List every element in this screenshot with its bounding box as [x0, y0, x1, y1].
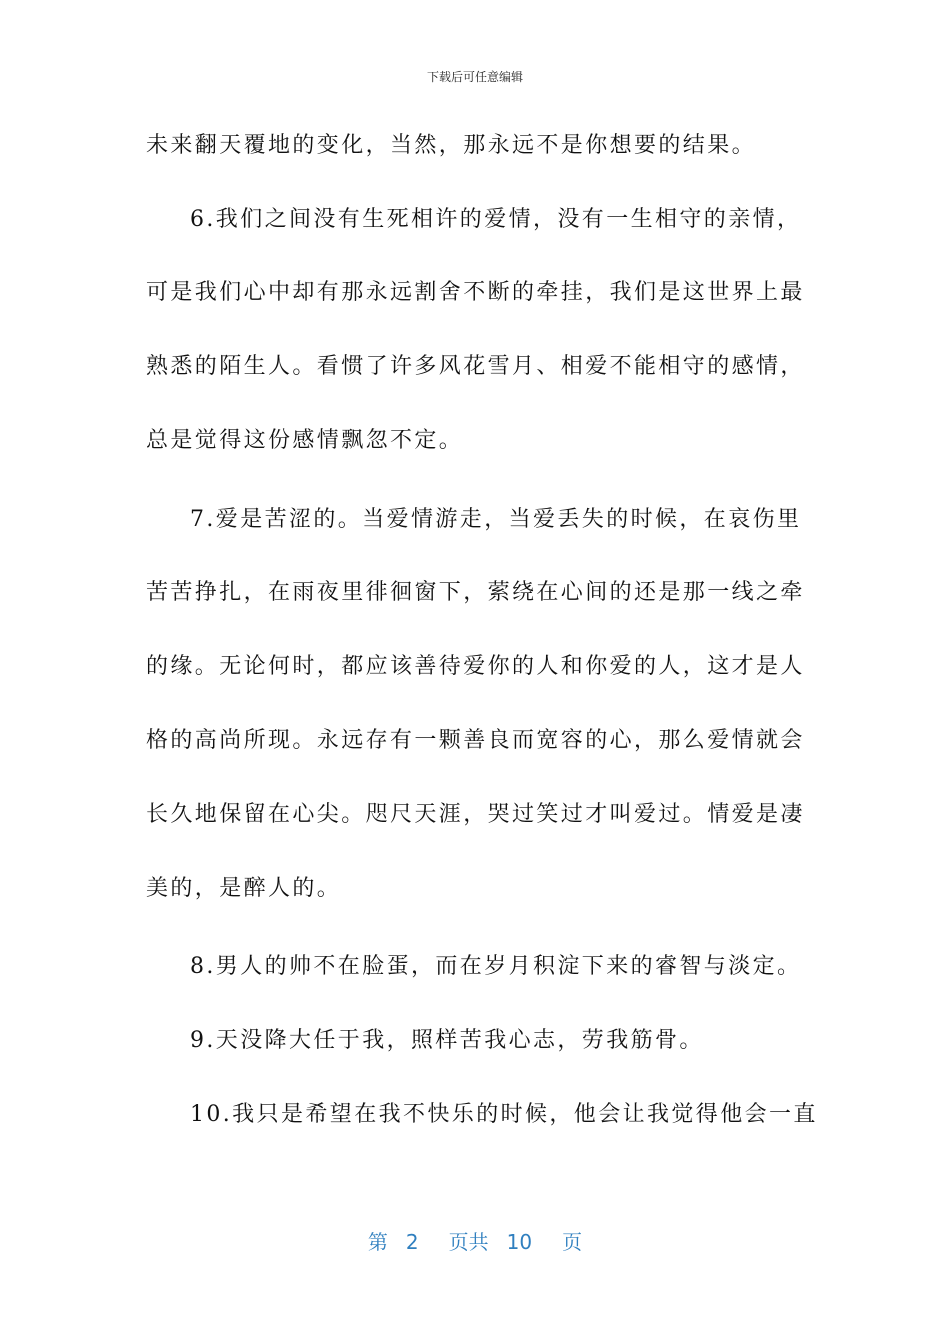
page-header-note: 下载后可任意编辑 [426, 70, 523, 84]
footer-prefix: 第 [367, 1230, 388, 1254]
text-line-12: 8.男人的帅不在脸蛋，而在岁月积淀下来的睿智与淡定。 [190, 954, 802, 979]
text-line-10: 长久地保留在心尖。咫尺天涯，哭过笑过才叫爱过。情爱是凄 [146, 802, 805, 827]
text-line-2: 6.我们之间没有生死相许的爱情，没有一生相守的亲情， [190, 207, 802, 232]
footer-total-pages: 10 [506, 1230, 533, 1254]
text-line-8: 的缘。无论何时，都应该善待爱你的人和你爱的人，这才是人 [146, 654, 805, 679]
text-line-14: 10.我只是希望在我不快乐的时候，他会让我觉得他会一直 [190, 1102, 818, 1127]
text-line-6: 7.爱是苦涩的。当爱情游走，当爱丢失的时候，在哀伤里 [190, 507, 802, 532]
text-line-9: 格的高尚所现。永远存有一颗善良而宽容的心，那么爱情就会 [146, 728, 805, 753]
text-line-7: 苦苦挣扎，在雨夜里徘徊窗下，萦绕在心间的还是那一线之牵 [146, 580, 805, 605]
text-line-4: 熟悉的陌生人。看惯了许多风花雪月、相爱不能相守的感情， [146, 354, 805, 379]
footer-current-page: 2 [405, 1230, 419, 1254]
text-line-11: 美的，是醉人的。 [146, 876, 342, 901]
footer-suffix: 页 [562, 1230, 583, 1254]
text-line-3: 可是我们心中却有那永远割舍不断的牵挂，我们是这世界上最 [146, 280, 805, 305]
text-line-5: 总是觉得这份感情飘忽不定。 [146, 428, 464, 453]
footer-middle: 页共 [448, 1230, 489, 1254]
text-line-13: 9.天没降大任于我，照样苦我心志，劳我筋骨。 [190, 1028, 704, 1053]
page-number-footer [0, 1226, 950, 1255]
text-line-1: 未来翻天覆地的变化，当然，那永远不是你想要的结果。 [146, 133, 757, 158]
